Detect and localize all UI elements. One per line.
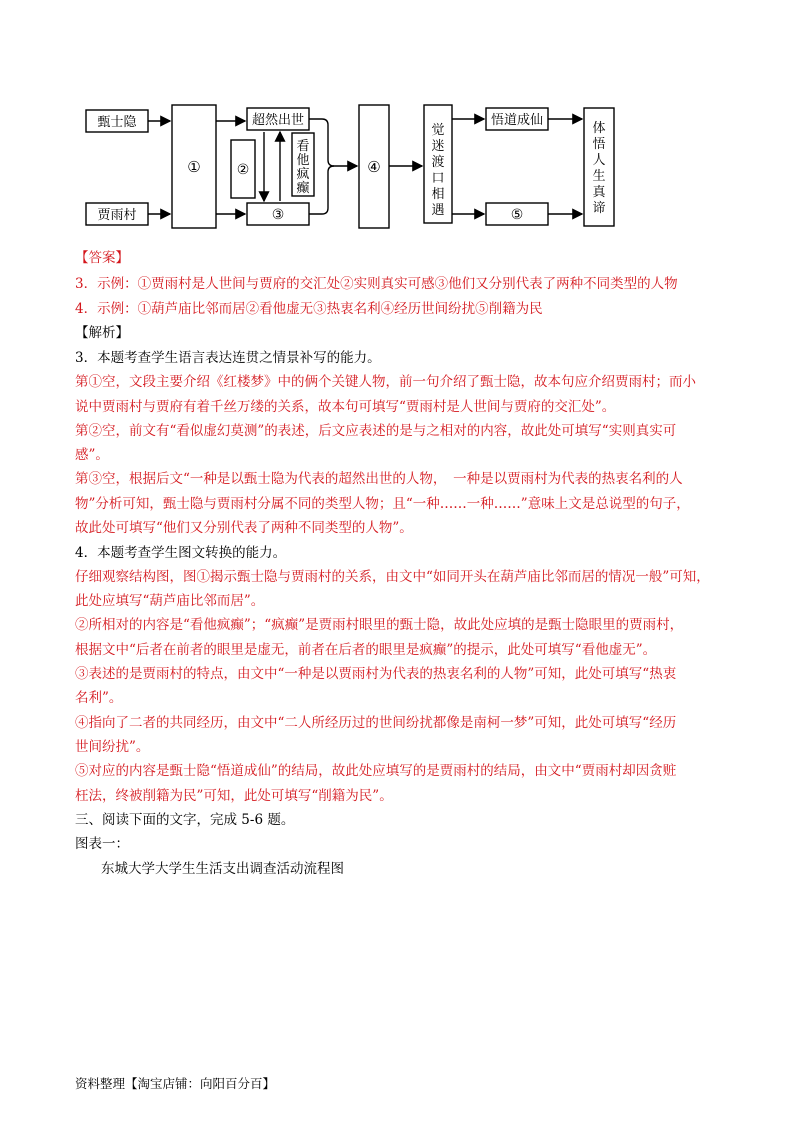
analysis-4-item4-line1: ④指向了二者的共同经历，由文中“二人所经历过的世间纷扰都像是南柯一梦”可知，此处可填写“经历 <box>75 715 677 731</box>
answer-3: 3．示例：①贾雨村是人世间与贾府的交汇处②实则真实可感③他们又分别代表了两种不同类型的人物 <box>75 276 678 292</box>
analysis-4-intro-line1: 仔细观察结构图，图①揭示甄士隐与贾雨村的关系，由文中“如同开头在葫芦庙比邻而居的情况一般”可知， <box>75 569 710 585</box>
label-jia: 贾雨村 <box>97 208 137 223</box>
figure-label: 图表一： <box>75 836 129 852</box>
analysis-3-blank3-line3: 故此处可填写“他们又分别代表了两种不同类型的人物”。 <box>75 520 413 536</box>
label-tiwu-5: 谛 <box>592 201 606 216</box>
analysis-3-blank2-line2: 感”。 <box>75 447 109 463</box>
analysis-3-heading: 3．本题考查学生语言表达连贯之情景补写的能力。 <box>75 350 381 366</box>
label-juemi-4: 相 <box>431 187 445 202</box>
analysis-3-blank3-line2: 物”分析可知，甄士隐与贾雨村分属不同的类型人物；且“一种……一种……”意味上文是总说型的句子， <box>75 496 690 512</box>
label-kanta-3: 癫 <box>296 181 310 196</box>
analysis-4-item4-line2: 世间纷扰”。 <box>75 739 150 755</box>
label-c1: ① <box>187 158 201 176</box>
analysis-4-heading: 4．本题考查学生图文转换的能力。 <box>75 545 287 561</box>
answer-label: 【答案】 <box>75 250 129 266</box>
label-tiwu-2: 人 <box>592 153 606 168</box>
label-c2: ② <box>236 162 250 178</box>
analysis-3-blank2-line1: 第②空，前文有“看似虚幻莫测”的表述，后文应表述的是与之相对的内容，故此处可填写“实则真实可 <box>75 423 677 439</box>
label-kanta-1: 他 <box>296 153 310 168</box>
analysis-4-item3-line2: 名利”。 <box>75 690 123 706</box>
label-juemi-1: 迷 <box>431 139 445 154</box>
label-juemi-5: 遇 <box>431 203 445 218</box>
label-juemi-2: 渡 <box>431 155 445 170</box>
section-3-heading: 三、阅读下面的文字，完成 5-6 题。 <box>75 812 295 828</box>
label-c3: ③ <box>271 207 285 223</box>
answer-4: 4．示例：①葫芦庙比邻而居②看他虚无③热衷名利④经历世间纷扰⑤削籍为民 <box>75 301 543 317</box>
footer: 资料整理【淘宝店铺：向阳百分百】 <box>75 1076 276 1091</box>
analysis-3-blank1-line2: 说中贾雨村与贾府有着千丝万缕的关系，故本句可填写“贾雨村是人世间与贾府的交汇处”。 <box>75 399 616 415</box>
analysis-4-item5-line1: ⑤对应的内容是甄士隐“悟道成仙”的结局，故此处应填写的是贾雨村的结局，由文中“贾雨村却因贪赃 <box>75 763 677 779</box>
label-tiwu-1: 悟 <box>592 137 606 152</box>
label-tiwu-3: 生 <box>592 169 606 184</box>
analysis-3-blank1-line1: 第①空，文段主要介绍《红楼梦》中的俩个关键人物，前一句介绍了甄士隐，故本句应介绍贾雨村；而小 <box>75 374 696 390</box>
label-kanta-0: 看 <box>296 139 310 154</box>
structure-diagram <box>84 100 624 240</box>
label-c4: ④ <box>367 158 381 176</box>
label-tiwu-0: 体 <box>592 121 606 136</box>
label-tiwu-4: 真 <box>592 185 606 200</box>
label-juemi-3: 口 <box>431 171 445 186</box>
analysis-label: 【解析】 <box>75 325 129 341</box>
label-c5: ⑤ <box>510 207 524 223</box>
analysis-4-item3-line1: ③表述的是贾雨村的特点，由文中“一种是以贾雨村为代表的热衷名利的人物”可知，此处可填写“热衷 <box>75 666 677 682</box>
analysis-3-blank3-line1: 第③空，根据后文“一种是以甄士隐为代表的超然出世的人物， 一种是以贾雨村为代表的热衷名利的人 <box>75 471 683 487</box>
label-juemi-0: 觉 <box>431 123 445 138</box>
analysis-4-item2-line1: ②所相对的内容是“看他疯癫”；“疯癫”是贾雨村眼里的甄士隐，故此处应填的是甄士隐眼里的贾雨村， <box>75 617 684 633</box>
label-zhen: 甄士隐 <box>97 115 137 130</box>
figure-title: 东城大学大学生生活支出调查活动流程图 <box>101 861 344 877</box>
label-kanta-2: 疯 <box>296 167 310 182</box>
label-chaoran: 超然出世 <box>251 113 305 128</box>
analysis-4-item5-line2: 枉法，终被削籍为民”可知，此处可填写“削籍为民”。 <box>75 788 393 804</box>
analysis-4-intro-line2: 此处应填写“葫芦庙比邻而居”。 <box>75 593 265 609</box>
analysis-4-item2-line2: 根据文中“后者在前者的眼里是虚无，前者在后者的眼里是疯癫”的提示，此处可填写“看他虚无”。 <box>75 642 657 658</box>
label-wudao: 悟道成仙 <box>490 113 544 128</box>
